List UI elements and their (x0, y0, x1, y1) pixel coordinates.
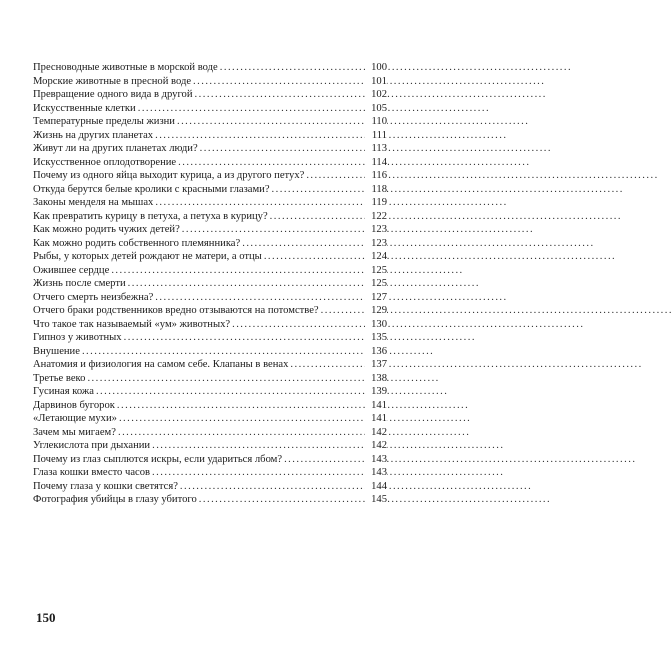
toc-entry-page: 119 (365, 196, 387, 210)
toc-entry-title: Превращение одного вида в другой (33, 89, 193, 100)
dot-leader (82, 345, 365, 359)
dot-leader (152, 439, 365, 453)
toc-entry-page: 143 (365, 453, 387, 467)
dot-leader (117, 399, 365, 413)
toc-entry-page: 143 (365, 466, 387, 480)
toc-entry-page: 136 (365, 345, 387, 359)
toc-entry (33, 372, 387, 386)
toc-entry (33, 304, 387, 318)
toc-entry-page: 114 (365, 156, 387, 170)
toc-entry-page: 101 (365, 75, 387, 89)
toc-entry-title: Жизнь после смерти (33, 278, 126, 289)
dot-leader (138, 102, 365, 116)
table-of-contents (33, 61, 387, 507)
dot-leader (96, 385, 365, 399)
toc-entry-page: 123 (365, 223, 387, 237)
toc-entry-title: Фотография убийцы в глазу убитого (33, 494, 197, 505)
toc-entry-title: Температурные пределы жизни (33, 116, 175, 127)
toc-entry-title: Дарвинов бугорок (33, 399, 115, 411)
toc-entry-title: Что такое так называемый «ум» животных? (33, 318, 231, 330)
toc-entry (33, 466, 387, 480)
dot-leader (182, 223, 365, 237)
toc-entry-title: Глаза кошки вместо часов (33, 467, 151, 478)
dot-leader (155, 196, 365, 210)
toc-entry-page: 145 (365, 493, 387, 507)
dot-leader (232, 318, 365, 332)
toc-entry-page: 138 (365, 372, 387, 386)
toc-entry-title: Внушение (33, 345, 80, 357)
toc-entry (33, 439, 387, 453)
toc-entry-title: Гусиная кожа (33, 386, 94, 397)
toc-entry-title: Пресноводные животные в морской воде (33, 62, 218, 73)
toc-entry-page: 144 (365, 480, 387, 494)
toc-entry-title: Живут ли на других планетах люди? (33, 143, 198, 154)
toc-entry (33, 385, 387, 399)
dot-leader (118, 426, 365, 440)
dot-leader (111, 264, 365, 278)
toc-entry (33, 115, 387, 129)
dot-leader (124, 331, 365, 345)
toc-entry (33, 358, 387, 372)
toc-entry-title: Зачем мы мигаем? (33, 426, 116, 438)
dot-leader (306, 169, 365, 183)
dot-leader (180, 480, 365, 494)
toc-entry-title: Как можно родить чужих детей? (33, 224, 180, 235)
toc-entry-page: 141 (365, 399, 387, 413)
toc-entry (33, 223, 387, 237)
toc-entry-title: Гипноз у животных (33, 332, 122, 343)
toc-entry (33, 210, 387, 224)
toc-entry-title: Рыбы, у которых детей рождают не матери, а отцы (33, 251, 262, 262)
toc-entry-page: 110 (365, 115, 387, 129)
toc-entry-title: Почему глаза у кошки светятся? (33, 480, 178, 492)
toc-entry (33, 318, 387, 332)
dot-leader (200, 142, 365, 156)
toc-entry (33, 156, 387, 170)
toc-entry (33, 277, 387, 291)
toc-entry-title: Почему из глаз сыплются искры, если удариться лбом? (33, 453, 283, 465)
toc-entry-title: Искусственные клетки (33, 102, 136, 114)
dot-leader (152, 466, 365, 480)
dot-leader (290, 358, 365, 372)
toc-entry-page: 135 (365, 331, 387, 345)
dot-leader (193, 75, 365, 89)
toc-entry (33, 196, 387, 210)
dot-leader (128, 277, 365, 291)
toc-entry-page: 139 (365, 385, 387, 399)
toc-entry (33, 142, 387, 156)
toc-entry-title: Ожившее сердце (33, 264, 110, 276)
dot-leader (199, 493, 365, 507)
dot-leader (321, 304, 365, 318)
toc-entry-page: 129 (365, 304, 387, 318)
toc-entry (33, 453, 387, 467)
toc-entry-page: 113 (365, 142, 387, 156)
page-number: 150 (36, 610, 56, 625)
toc-entry (33, 264, 387, 278)
toc-entry-page: 116 (365, 169, 387, 183)
toc-entry (33, 102, 387, 116)
toc-entry (33, 237, 387, 251)
toc-entry-page: 142 (365, 426, 387, 440)
dot-leader (178, 156, 365, 170)
toc-entry-page: 127 (365, 291, 387, 305)
dot-leader (155, 129, 365, 143)
toc-entry-page: 123 (365, 237, 387, 251)
toc-entry-title: Морские животные в пресной воде (33, 75, 192, 87)
toc-entry-title: Как превратить курицу в петуха, а петуха в курицу? (33, 210, 268, 222)
toc-entry-page: 137 (365, 358, 387, 372)
dot-leader (177, 115, 365, 129)
toc-entry-page: 141 (365, 412, 387, 426)
toc-entry (33, 183, 387, 197)
dot-leader (119, 412, 365, 426)
toc-entry-page: 100 (365, 61, 387, 75)
toc-entry (33, 480, 387, 494)
toc-entry (33, 331, 387, 345)
dot-leader (195, 88, 365, 102)
toc-entry-page: 118 (365, 183, 387, 197)
toc-entry-title: Третье веко (33, 372, 86, 384)
toc-entry-title: Законы менделя на мышах (33, 197, 154, 208)
toc-entry-page: 142 (365, 439, 387, 453)
toc-entry-title: Отчего браки родственников вредно отзываются на потомстве? (33, 305, 319, 316)
toc-entry-page: 105 (365, 102, 387, 116)
toc-entry-page: 125 (365, 277, 387, 291)
toc-entry-title: Отчего смерть неизбежна? (33, 291, 154, 303)
toc-entry (33, 61, 387, 75)
dot-leader (284, 453, 365, 467)
toc-entry (33, 291, 387, 305)
toc-entry-title: Жизнь на других планетах (33, 129, 154, 141)
toc-entry-page: 111 (365, 129, 387, 143)
dot-leader (242, 237, 365, 251)
toc-entry (33, 250, 387, 264)
dot-leader (264, 250, 365, 264)
dot-leader (270, 210, 365, 224)
toc-entry (33, 412, 387, 426)
toc-entry-title: Как можно родить собственного племянника? (33, 237, 241, 249)
dot-leader (220, 61, 365, 75)
toc-entry (33, 129, 387, 143)
toc-entry-title: Углекислота при дыхании (33, 440, 151, 451)
toc-entry-page: 130 (365, 318, 387, 332)
toc-entry (33, 426, 387, 440)
toc-entry (33, 493, 387, 507)
toc-entry-page: 125 (365, 264, 387, 278)
toc-entry (33, 345, 387, 359)
toc-entry (33, 75, 387, 89)
toc-entry (33, 88, 387, 102)
toc-entry-title: Анатомия и физиология на самом себе. Клапаны в венах (33, 359, 289, 370)
toc-entry-title: Почему из одного яйца выходит курица, а из другого петух? (33, 170, 305, 181)
dot-leader (155, 291, 365, 305)
toc-entry-page: 124 (365, 250, 387, 264)
toc-entry-title: Откуда берутся белые кролики с красными глазами? (33, 183, 270, 195)
toc-entry-title: «Летающие мухи» (33, 413, 117, 424)
toc-entry (33, 169, 387, 183)
toc-entry-page: 102 (365, 88, 387, 102)
toc-entry-page: 122 (365, 210, 387, 224)
dot-leader (272, 183, 365, 197)
toc-entry-title: Искусственное оплодотворение (33, 156, 177, 168)
toc-entry (33, 399, 387, 413)
dot-leader (87, 372, 365, 386)
